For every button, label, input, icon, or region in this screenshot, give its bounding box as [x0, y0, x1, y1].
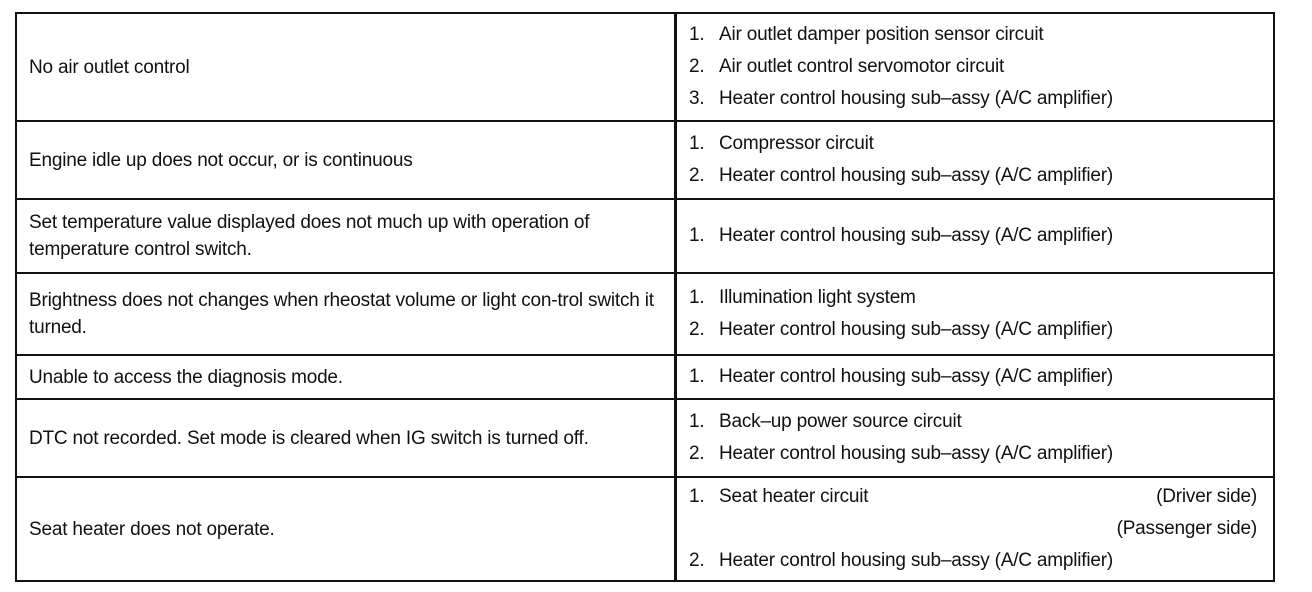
table-row [17, 400, 1273, 478]
cause-item [689, 282, 1257, 314]
cause-number: 1. [689, 366, 705, 387]
cause-number: 2. [689, 165, 705, 186]
table-row [17, 356, 1273, 400]
table-row [17, 200, 1273, 274]
cause-item [689, 314, 1257, 346]
symptom-cell: Engine idle up does not occur, or is continuous [17, 122, 677, 198]
cause-item [689, 19, 1257, 51]
cause-item [689, 83, 1257, 115]
cause-number: 1. [689, 24, 705, 45]
cause-item [689, 51, 1257, 83]
cause-text: Heater control housing sub–assy (A/C amplifier) [719, 225, 1113, 246]
cause-number: 1. [689, 287, 705, 308]
table-row [17, 122, 1273, 200]
table-row [17, 478, 1273, 580]
cause-item [689, 128, 1257, 160]
cause-text: Illumination light system [719, 287, 916, 308]
cause-text: Seat heater circuit [719, 486, 869, 507]
causes-cell [677, 356, 1273, 398]
cause-text: Heater control housing sub–assy (A/C amplifier) [719, 319, 1113, 340]
causes-cell [677, 478, 1273, 580]
cause-item [689, 545, 1257, 577]
cause-text: Air outlet damper position sensor circuit [719, 24, 1044, 45]
cause-side-note: (Passenger side) [1116, 518, 1257, 539]
cause-number: 1. [689, 411, 705, 432]
cause-item [689, 438, 1257, 470]
cause-number: 2. [689, 56, 705, 77]
cause-text: Back–up power source circuit [719, 411, 962, 432]
cause-text: Compressor circuit [719, 133, 874, 154]
cause-number: 1. [689, 486, 705, 507]
cause-number: 1. [689, 225, 705, 246]
cause-item [689, 481, 1257, 513]
causes-cell [677, 122, 1273, 198]
causes-cell [677, 274, 1273, 354]
cause-text: Heater control housing sub–assy (A/C amplifier) [719, 443, 1113, 464]
cause-number: 2. [689, 443, 705, 464]
cause-number: 1. [689, 133, 705, 154]
causes-cell [677, 200, 1273, 272]
cause-text: Heater control housing sub–assy (A/C amplifier) [719, 88, 1113, 109]
symptom-cell: Seat heater does not operate. [17, 478, 677, 580]
cause-side-note: (Driver side) [1156, 486, 1257, 507]
troubleshooting-table [15, 12, 1275, 582]
cause-item [689, 160, 1257, 192]
causes-cell [677, 400, 1273, 476]
table-row [17, 14, 1273, 122]
table-row [17, 274, 1273, 356]
symptom-cell: Set temperature value displayed does not much up with operation of temperature control switch. [17, 200, 677, 272]
symptom-cell: DTC not recorded. Set mode is cleared when IG switch is turned off. [17, 400, 677, 476]
cause-item [689, 361, 1257, 393]
cause-number: 3. [689, 88, 705, 109]
cause-item [689, 406, 1257, 438]
symptom-cell: No air outlet control [17, 14, 677, 120]
symptom-cell: Unable to access the diagnosis mode. [17, 356, 677, 398]
symptom-cell: Brightness does not changes when rheostat volume or light con-trol switch it turned. [17, 274, 677, 354]
cause-text: Heater control housing sub–assy (A/C amplifier) [719, 165, 1113, 186]
cause-number: 2. [689, 319, 705, 340]
cause-item [689, 220, 1257, 252]
cause-text: Air outlet control servomotor circuit [719, 56, 1005, 77]
cause-text: Heater control housing sub–assy (A/C amplifier) [719, 366, 1113, 387]
causes-cell [677, 14, 1273, 120]
cause-text: Heater control housing sub–assy (A/C amplifier) [719, 550, 1113, 571]
cause-number: 2. [689, 550, 705, 571]
